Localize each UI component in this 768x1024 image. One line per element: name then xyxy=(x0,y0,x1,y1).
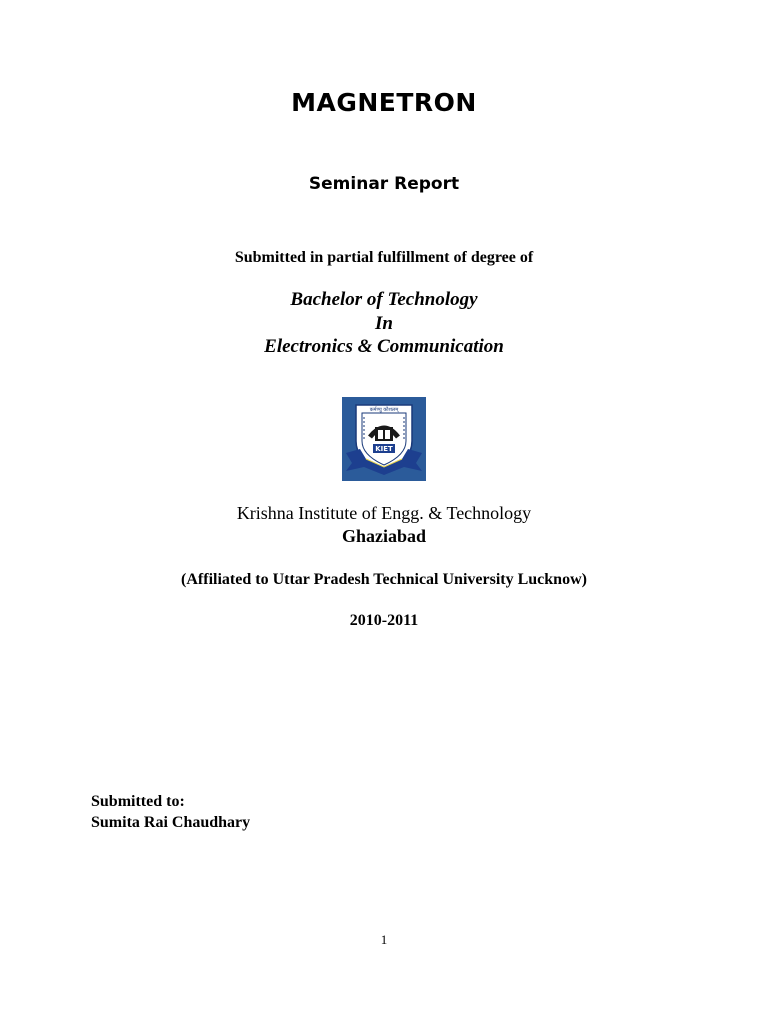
page-number: 1 xyxy=(380,932,388,947)
academic-year: 2010-2011 xyxy=(349,612,419,629)
submitted-to-label: Submitted to: xyxy=(91,793,185,810)
kiet-logo xyxy=(342,397,426,481)
kiet-logo-icon xyxy=(342,397,426,481)
affiliation-text: (Affiliated to Uttar Pradesh Technical University Lucknow) xyxy=(181,571,587,588)
submitted-to-name: Sumita Rai Chaudhary xyxy=(91,814,251,831)
document-subtitle: Seminar Report xyxy=(308,174,460,194)
document-title: MAGNETRON xyxy=(291,88,477,117)
submission-statement: Submitted in partial fulfillment of degree of xyxy=(234,249,534,266)
institute-name: Krishna Institute of Engg. & Technology xyxy=(236,503,532,523)
logo-motto: कर्मण्यु कौशलम् xyxy=(369,407,399,413)
degree-branch: Electronics & Communication xyxy=(264,336,504,357)
degree-name: Bachelor of Technology xyxy=(290,289,478,310)
degree-connector: In xyxy=(375,313,393,334)
logo-text: KIET xyxy=(375,445,393,453)
institute-city: Ghaziabad xyxy=(341,526,427,546)
